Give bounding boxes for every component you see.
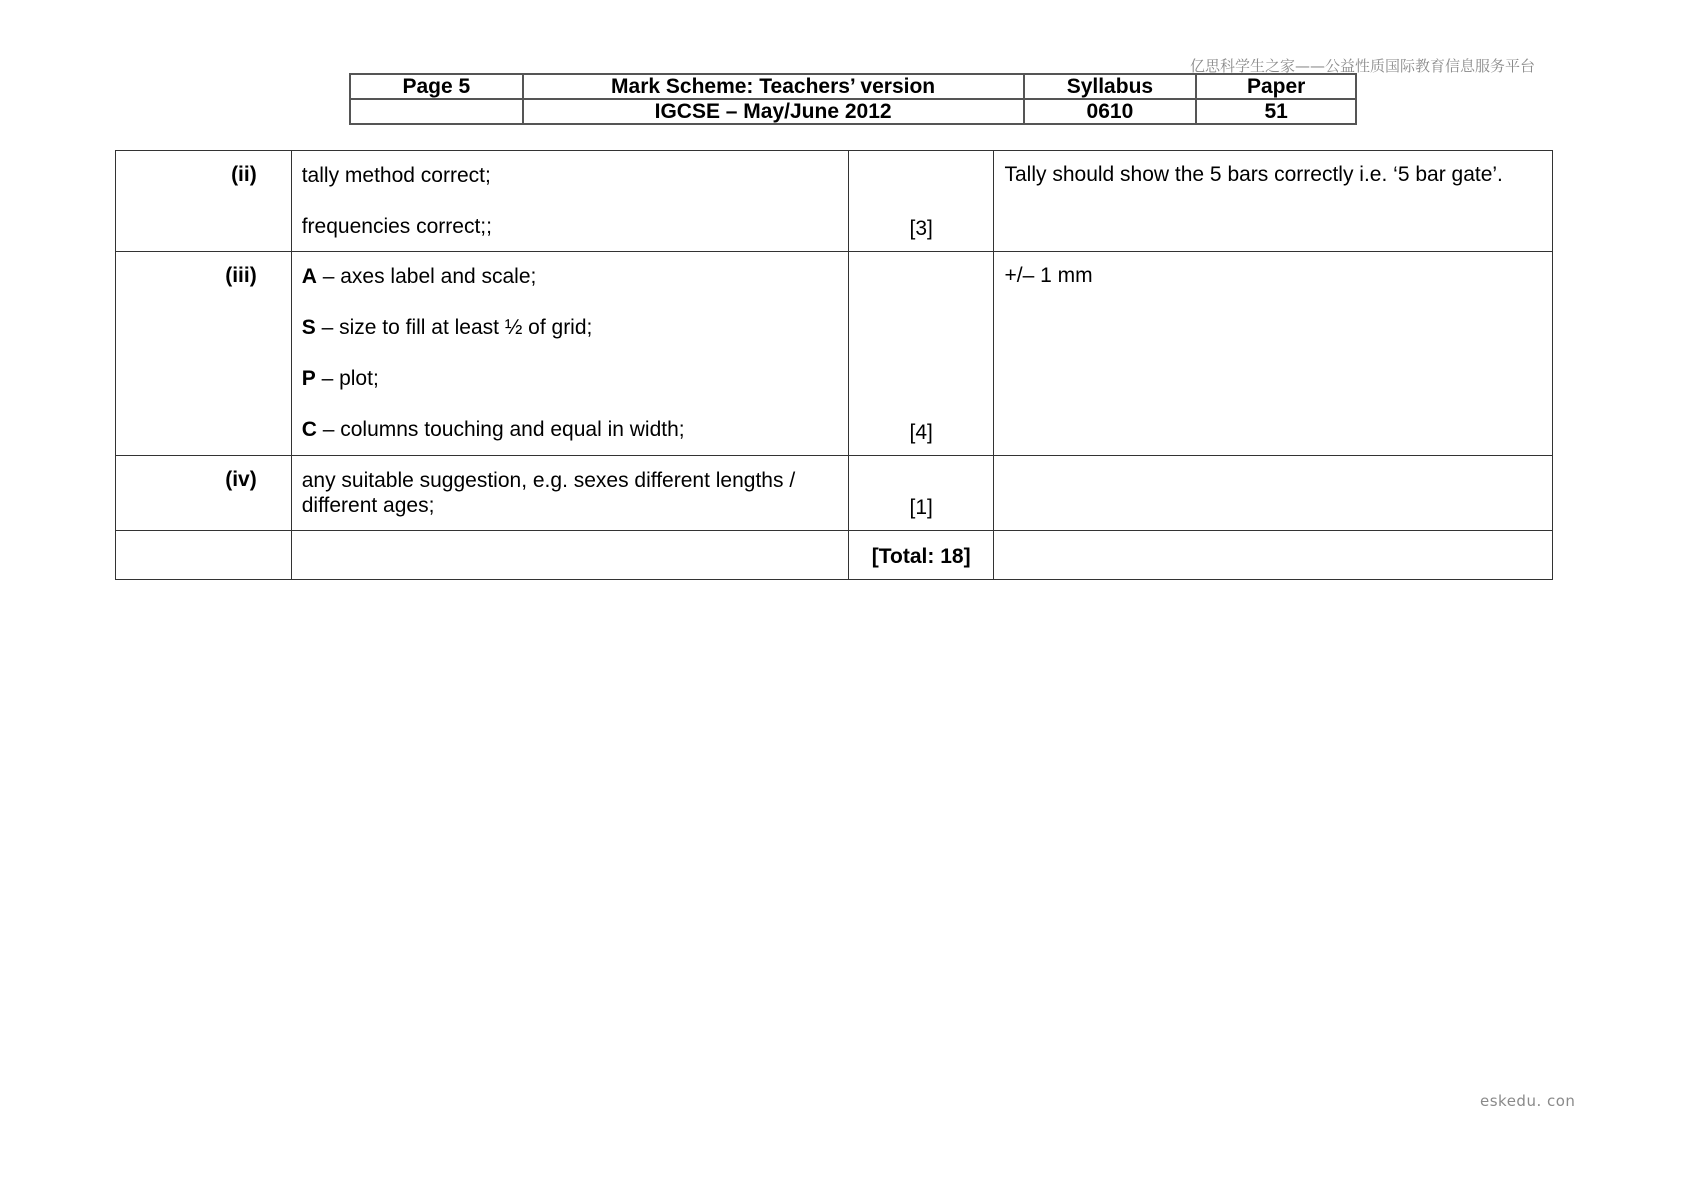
guidance-cell: Tally should show the 5 bars correctly i.e. ‘5 bar gate’. (994, 151, 1553, 252)
total-empty-cell (116, 531, 292, 580)
question-number: (iii) (116, 252, 292, 456)
question-number: (iv) (116, 456, 292, 531)
answer-line: tally method correct; (301, 164, 491, 187)
question-number: (ii) (116, 151, 292, 252)
syllabus-value: 0610 (1024, 99, 1197, 124)
total-empty-cell (291, 531, 848, 580)
answer-line: S – size to fill at least ½ of grid; (301, 316, 593, 339)
total-empty-cell (994, 531, 1553, 580)
watermark-bottom: eskedu. con (1480, 1092, 1576, 1110)
guidance-cell: +/– 1 mm (994, 252, 1553, 456)
page-number: Page 5 (350, 74, 523, 99)
watermark-top: 亿思科学生之家——公益性质国际教育信息服务平台 (1190, 57, 1536, 75)
header-empty-cell (350, 99, 523, 124)
paper-value: 51 (1196, 99, 1356, 124)
table-row (116, 456, 1553, 531)
answer-cell (291, 252, 848, 456)
mark-cell: [3] (848, 151, 994, 252)
document-subtitle: IGCSE – May/June 2012 (523, 99, 1024, 124)
answer-cell (291, 151, 848, 252)
syllabus-label: Syllabus (1024, 74, 1197, 99)
total-row (116, 531, 1553, 580)
answer-line: any suitable suggestion, e.g. sexes different lengths / (301, 469, 796, 492)
mark-cell: [1] (848, 456, 994, 531)
answer-line: different ages; (301, 494, 435, 517)
header-table (349, 73, 1357, 125)
answer-line: P – plot; (301, 367, 379, 390)
document-title: Mark Scheme: Teachers’ version (523, 74, 1024, 99)
answer-line: C – columns touching and equal in width; (301, 418, 685, 441)
table-row (116, 252, 1553, 456)
mark-cell: [4] (848, 252, 994, 456)
mark-scheme-table (115, 150, 1553, 580)
guidance-cell (994, 456, 1553, 531)
table-row (116, 151, 1553, 252)
answer-line: A – axes label and scale; (301, 265, 537, 288)
total-marks: [Total: 18] (848, 531, 994, 580)
answer-line: frequencies correct;; (301, 215, 492, 238)
answer-cell (291, 456, 848, 531)
paper-label: Paper (1196, 74, 1356, 99)
